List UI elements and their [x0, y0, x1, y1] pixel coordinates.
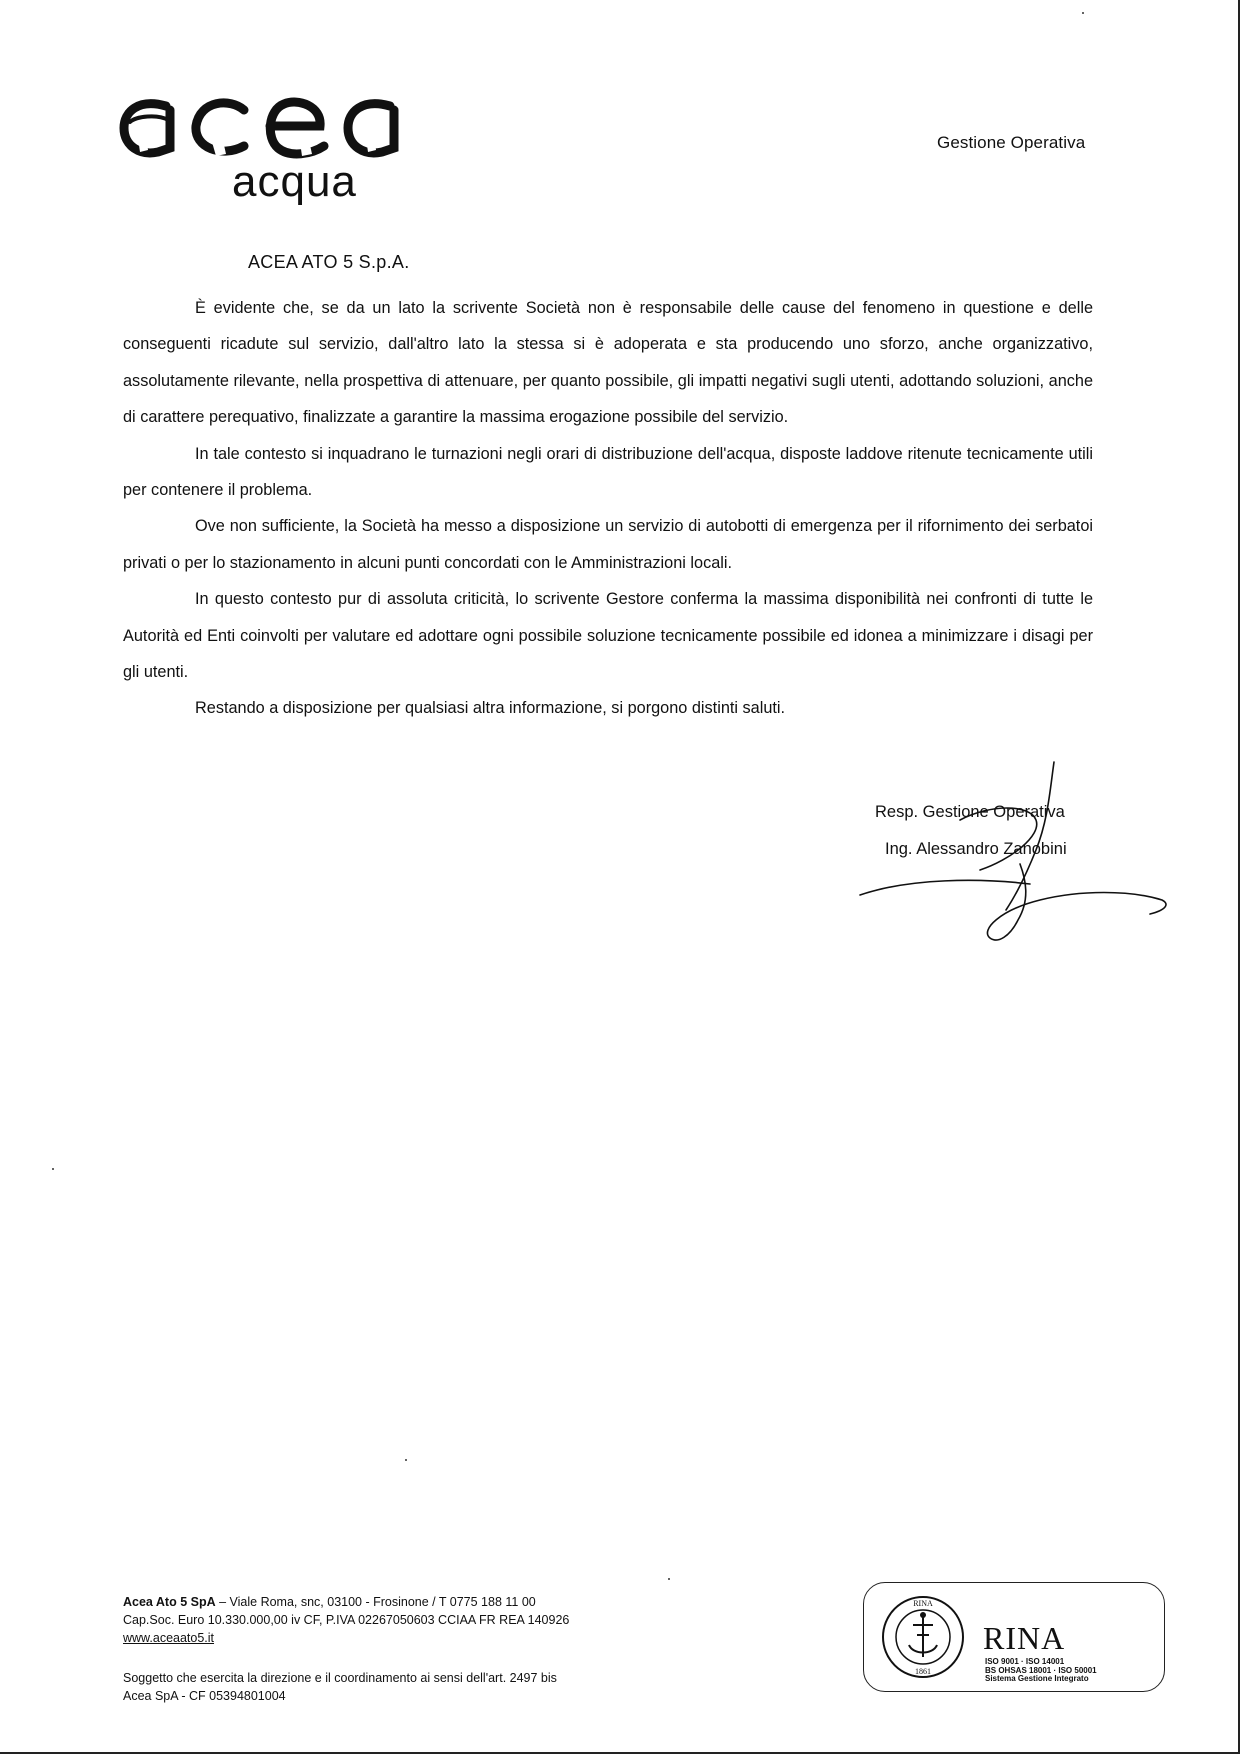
letter-body — [123, 290, 1093, 727]
body-paragraph-1: È evidente che, se da un lato la scrivente Società non è responsabile delle cause del fenomeno in questione e delle conseguenti ricadute sul servizio, dall'altro lato la stessa si è adoperata e sta producendo uno sforzo, anche organizzativo, assolutamente rilevante, nella prospettiva di attenuare, per quanto possibile, gli impatti negativi sugli utenti, adottando soluzioni, anche di carattere perequativo, finalizzate a garantire la massima erogazione possibile del servizio. — [123, 299, 1093, 427]
body-paragraph-2: In tale contesto si inquadrano le turnazioni negli orari di distribuzione dell'acqua, disposte laddove ritenute tecnicamente utili per contenere il problema. — [123, 444, 1093, 500]
rina-cert-line-1: ISO 9001 · ISO 14001 — [985, 1657, 1065, 1666]
rina-cert-line-2: BS OHSAS 18001 · ISO 50001 — [985, 1665, 1097, 1675]
signature-block — [840, 760, 1200, 960]
scan-speck — [1082, 12, 1084, 14]
footer-company-name: Acea Ato 5 SpA — [123, 1595, 216, 1609]
body-paragraph-4: In questo contesto pur di assoluta criticità, lo scrivente Gestore conferma la massima disponibilità nei confronti di tutte le Autorità ed Enti coinvolti per valutare ed adottare ogni possibile soluzione tecnicamente possibile ed idonea a minimizzare i disagi per gli utenti. — [123, 590, 1093, 682]
body-paragraph-3: Ove non sufficiente, la Società ha messo a disposizione un servizio di autobotti di emergenza per il rifornimento dei serbatoi privati o per lo stazionamento in alcuni punti concordati con le Amministrazioni locali. — [123, 517, 1093, 572]
handwritten-signature — [840, 760, 1200, 960]
scan-speck — [52, 1168, 54, 1170]
footer-note-line-2: Acea SpA - CF 05394801004 — [123, 1689, 286, 1703]
acea-logo-mark — [118, 76, 438, 206]
footer-note-line-1: Soggetto che esercita la direzione e il coordinamento ai sensi dell'art. 2497 bis — [123, 1671, 557, 1685]
scan-speck — [668, 1578, 670, 1580]
footer-control-note — [123, 1669, 557, 1705]
rina-cert-list — [985, 1658, 1097, 1684]
body-paragraph-5: Restando a disposizione per qualsiasi altra informazione, si porgono distinti saluti. — [195, 699, 786, 718]
rina-cert-line-3: Sistema Gestione Integrato — [985, 1674, 1089, 1683]
footer-website-link[interactable]: www.aceaato5.it — [123, 1631, 215, 1645]
scan-speck — [405, 1459, 407, 1461]
footer-company-info — [123, 1593, 569, 1647]
footer-registry: Cap.Soc. Euro 10.330.000,00 iv CF, P.IVA 02267050603 CCIAA FR REA 140926 — [123, 1613, 570, 1627]
signer-role: Resp. Gestione Operativa — [875, 803, 1065, 821]
rina-seal-top-text: RINA — [913, 1599, 933, 1608]
rina-seal-year-text: 1861 — [915, 1667, 931, 1676]
signer-name: Ing. Alessandro Zanobini — [885, 840, 1067, 858]
acea-acqua-logo — [118, 76, 438, 206]
department-label: Gestione Operativa — [937, 133, 1086, 152]
rina-brand: RINA — [983, 1620, 1066, 1656]
footer-address-line — [123, 1593, 569, 1611]
rina-seal-icon — [881, 1595, 965, 1679]
recipient-line: ACEA ATO 5 S.p.A. — [248, 252, 410, 272]
footer-company-address: – Viale Roma, snc, 03100 - Frosinone / T 0775 188 11 00 — [215, 1595, 536, 1609]
rina-certification-badge — [863, 1582, 1167, 1694]
logo-acqua-text: acqua — [232, 157, 357, 206]
